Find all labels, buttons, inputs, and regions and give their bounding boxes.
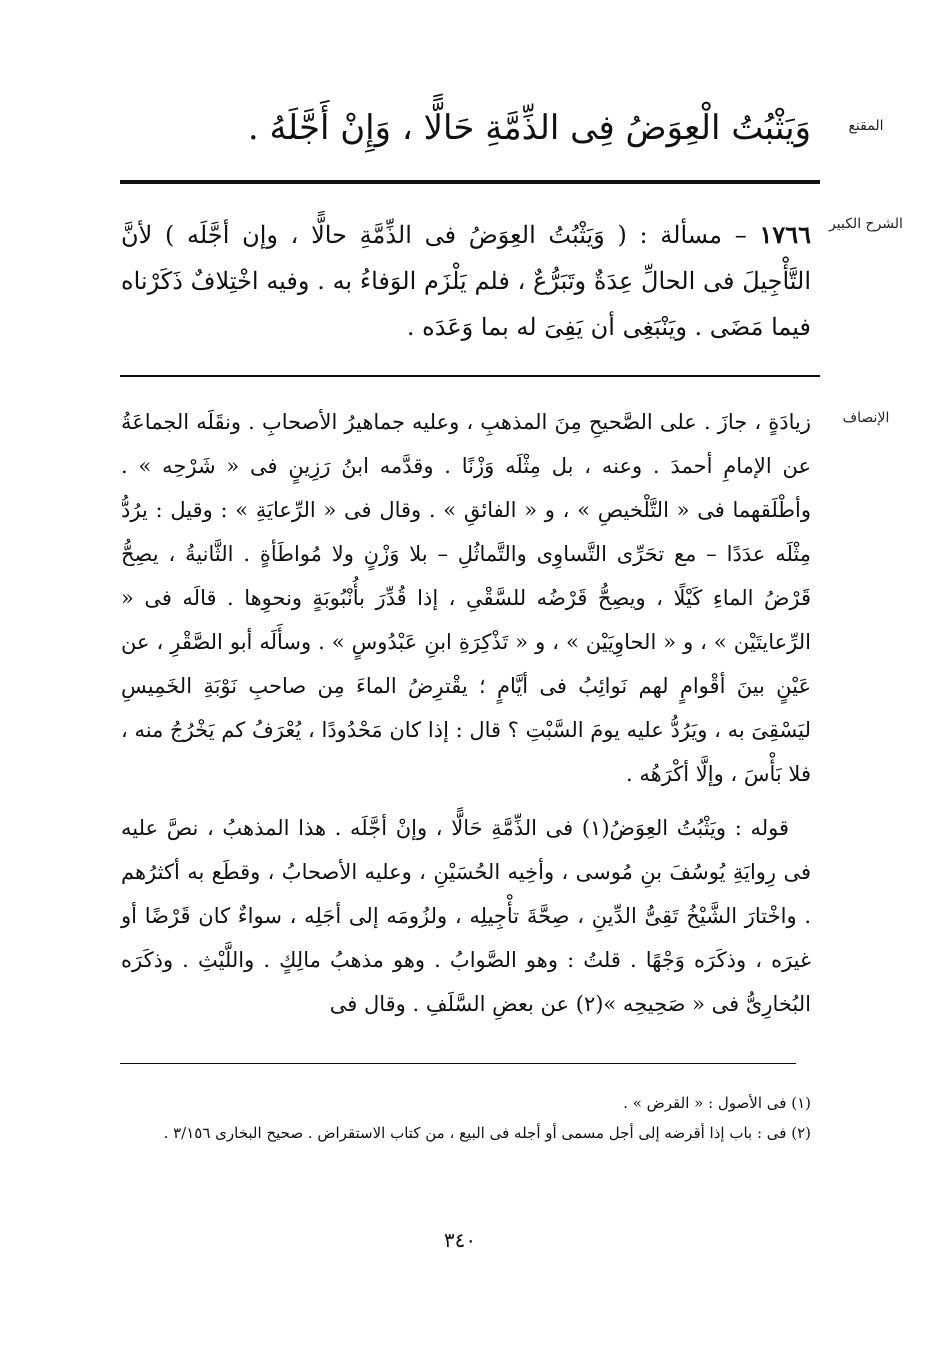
footnotes: [121, 1088, 811, 1148]
sharh-text: [121, 212, 811, 350]
section-label-muqni: المقنع: [848, 118, 884, 134]
footnote-1: (١) فى الأصول : « القرض » .: [623, 1094, 811, 1112]
section-divider-thick: [120, 180, 820, 184]
section-label-insaf: الإنصاف: [842, 410, 890, 426]
page-number: ٣٤٠: [443, 1228, 477, 1252]
footnote-2: (٢) فى : باب إذا أقرضه إلى أجل مسمى أو أجله فى البيع ، من كتاب الاستقراض . صحيح البخارى ٣/١٥٦ .: [163, 1124, 811, 1142]
section-divider-thin: [120, 375, 820, 377]
muqni-text: وَيَثْبُتُ الْعِوَضُ فِى الذِّمَّةِ حَالًّا ، وَإِنْ أَجَّلَهُ .: [247, 108, 811, 148]
insaf-paragraph-1: زيادَةٍ ، جازَ . على الصَّحيحِ مِنَ المذهبِ ، وعليه جماهيرُ الأصحابِ . ونقَلَه الجماعَةُ عن الإمامِ أحمدَ . وعنه ، بل مِثْلَه وَزْنًا . وقدَّمه ابنُ رَزِينٍ فى « شَرْحِه » . وأطْلَقهما فى « التَّلْخيصِ » ، و « الفائقِ » . وقال فى « الرِّعايَةِ » : وقيل : يرُدُّ مِثْلَه عدَدًا – مع تحَرِّى التَّساوِى والتَّماثُلِ – بلا وَزْنٍ ولا مُواطَأةٍ . الثَّانيةُ ، يصِحُّ قَرْضُ الماءِ كَيْلًا ، ويصِحُّ قَرْضُه للسَّقْىِ ، إذا قُدِّرَ بأُنْبُوبَةٍ ونحوِها . قالَه فى « الرِّعايتَيْن » ، و « الحاوِيَيْن » ، و « تَذْكِرَةِ ابنِ عَبْدُوسٍ » . وسأَلَه أبو الصَّقْرِ ، عن عَيْنٍ بينَ أقْوامٍ لهم نَوائِبُ فى أيَّامٍ ؛ يقْترِضُ الماءَ مِن صاحبِ نَوْبَةِ الخَمِيسِ ليَسْقِىَ به ، ويَرُدُّ عليه يومَ السَّبْتِ ؟ قال : إذا كان مَحْدُودًا ، يُعْرَفُ كم يَخْرُجُ منه ، فلا بَأْسَ ، وإلَّا أكْرَهُه .: [121, 410, 811, 786]
sharh-body: – مسألة : ( وَيَثْبُتُ العِوَضُ فى الذِّمَّةِ حالًّا ، وإن أجَّلَه ) لأنَّ التَّأْجِيلَ فى الحالِّ عِدَةٌ وتَبَرُّعٌ ، فلم يَلْزَم الوَفاءُ به . وفيه اخْتِلافٌ ذَكَرْناه فيما مَضَى . ويَنْبَغِى أن يَفِىَ له بما وَعَدَه .: [121, 221, 811, 341]
section-label-sharh: الشرح الكبير: [829, 216, 903, 232]
insaf-paragraph-2: قوله : ويَثْبُتُ العِوَضُ(١) فى الذِّمَّةِ حَالًّا ، وإنْ أجَّلَه . هذا المذهبُ ، نصَّ عليه فى رِوايَةِ يُوسُفَ بنِ مُوسى ، وأخِيه الحُسَيْنِ ، وعليه الأصحابُ ، وقطَع به أكثرُهم . واخْتارَ الشَّيْخُ تَقِىُّ الدِّينِ ، صِحَّةَ تأْجِيلِه ، ولزُومَه إلى أجَلِه ، سواءٌ كان قَرْضًا أو غيرَه ، وذكَرَه وَجْهًا . قلتُ : وهو الصَّوابُ . وهو مذهبُ مالِكٍ . واللَّيْثِ . وذكَرَه البُخارِىُّ فى « صَحِيحِه »(٢) عن بعضِ السَّلَفِ . وقال فى: [121, 816, 811, 1016]
footnote-divider: [120, 1063, 796, 1064]
issue-number: ١٧٦٦: [759, 220, 811, 249]
insaf-text: [121, 400, 811, 1036]
